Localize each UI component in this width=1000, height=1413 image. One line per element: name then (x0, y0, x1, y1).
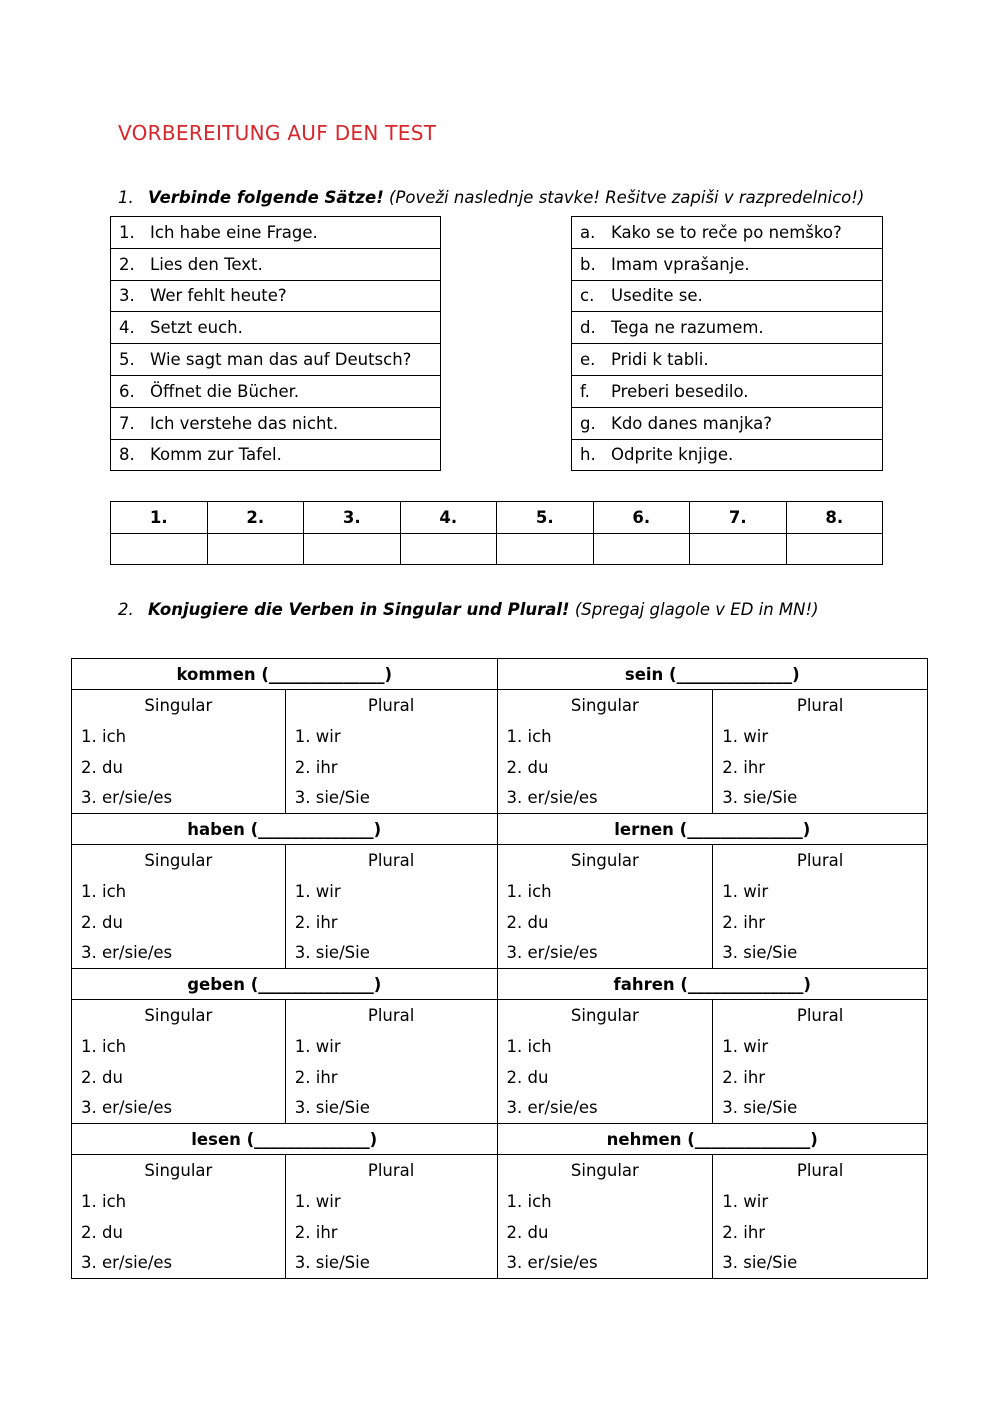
answer-header: 6. (593, 502, 690, 534)
german-sentence-label: 5. (119, 350, 135, 370)
singular-pronoun-cell[interactable]: 2. du (72, 907, 286, 938)
singular-pronoun-cell[interactable]: 3. er/sie/es (497, 1248, 713, 1279)
slovene-sentence-row (572, 439, 883, 471)
task1-number: 1. (118, 188, 134, 207)
plural-pronoun-cell[interactable]: 1. wir (285, 1031, 497, 1062)
plural-pronoun-cell[interactable]: 2. ihr (285, 907, 497, 938)
verb-header-row (72, 1124, 928, 1155)
answer-input-cell[interactable] (400, 533, 497, 565)
german-sentence-cell (111, 344, 441, 376)
german-sentence-row (111, 280, 441, 312)
slovene-sentence-row (572, 375, 883, 407)
verb-title: haben (______________) (72, 814, 498, 845)
answer-header: 8. (786, 502, 883, 534)
singular-pronoun-cell[interactable]: 3. er/sie/es (497, 938, 713, 969)
task1-hint: (Poveži naslednje stavke! Rešitve zapiši v razpredelnico!) (389, 188, 865, 207)
verb-title: lesen (______________) (72, 1124, 498, 1155)
verb-title: kommen (______________) (72, 659, 498, 690)
answer-input-cell[interactable] (207, 533, 304, 565)
number-label-row (72, 1000, 928, 1031)
german-sentence-cell (111, 217, 441, 249)
plural-pronoun-cell[interactable]: 1. wir (713, 1186, 928, 1217)
pronoun-row (72, 1248, 928, 1279)
german-sentence-label: 4. (119, 318, 135, 338)
number-label-row (72, 690, 928, 721)
plural-pronoun-cell[interactable]: 2. ihr (713, 752, 928, 783)
singular-pronoun-cell[interactable]: 3. er/sie/es (72, 1093, 286, 1124)
singular-pronoun-cell[interactable]: 3. er/sie/es (72, 938, 286, 969)
german-sentence-cell (111, 280, 441, 312)
plural-pronoun-cell[interactable]: 2. ihr (285, 1062, 497, 1093)
slovene-sentence-cell (572, 407, 883, 439)
slovene-sentence-label: c. (580, 286, 595, 306)
slovene-sentence-cell (572, 312, 883, 344)
verb-header-row (72, 659, 928, 690)
singular-pronoun-cell[interactable]: 3. er/sie/es (72, 1248, 286, 1279)
slovene-sentence-row (572, 407, 883, 439)
slovene-sentence-label: f. (580, 381, 590, 401)
plural-pronoun-cell[interactable]: 3. sie/Sie (285, 1248, 497, 1279)
slovene-sentence-label: g. (580, 413, 596, 433)
singular-label: Singular (497, 845, 713, 876)
german-sentence-label: 6. (119, 381, 135, 401)
number-label-row (72, 845, 928, 876)
answer-header: 4. (400, 502, 497, 534)
german-sentence-row (111, 312, 441, 344)
plural-pronoun-cell[interactable]: 1. wir (713, 1031, 928, 1062)
singular-pronoun-cell[interactable]: 2. du (497, 1217, 713, 1248)
pronoun-row (72, 1186, 928, 1217)
singular-pronoun-cell[interactable]: 2. du (72, 752, 286, 783)
verb-header-row (72, 969, 928, 1000)
plural-pronoun-cell[interactable]: 1. wir (713, 876, 928, 907)
german-sentence-row (111, 375, 441, 407)
german-sentence-text: Wer fehlt heute? (150, 286, 287, 306)
number-label-row (72, 1155, 928, 1186)
slovene-sentence-label: e. (580, 350, 596, 370)
pronoun-row (72, 752, 928, 783)
task2-number: 2. (118, 600, 134, 619)
singular-label: Singular (72, 845, 286, 876)
singular-pronoun-cell[interactable]: 2. du (497, 752, 713, 783)
german-sentence-label: 8. (119, 445, 135, 465)
singular-pronoun-cell[interactable]: 1. ich (497, 1186, 713, 1217)
plural-label: Plural (285, 1155, 497, 1186)
slovene-sentences-table (571, 216, 883, 471)
plural-label: Plural (713, 690, 928, 721)
answer-input-cell[interactable] (111, 533, 208, 565)
plural-pronoun-cell[interactable]: 1. wir (285, 721, 497, 752)
german-sentence-cell (111, 312, 441, 344)
plural-pronoun-cell[interactable]: 2. ihr (713, 907, 928, 938)
plural-pronoun-cell[interactable]: 3. sie/Sie (713, 1093, 928, 1124)
singular-label: Singular (72, 1155, 286, 1186)
plural-pronoun-cell[interactable]: 2. ihr (285, 1217, 497, 1248)
slovene-sentence-row (572, 248, 883, 280)
pronoun-row (72, 938, 928, 969)
task1-instruction: Verbinde folgende Sätze! (148, 188, 384, 207)
plural-pronoun-cell[interactable]: 2. ihr (713, 1062, 928, 1093)
slovene-sentence-label: a. (580, 222, 596, 242)
german-sentence-row (111, 248, 441, 280)
answer-header: 5. (497, 502, 594, 534)
plural-pronoun-cell[interactable]: 2. ihr (713, 1217, 928, 1248)
answer-input-cell[interactable] (497, 533, 594, 565)
verb-title: fahren (______________) (497, 969, 928, 1000)
german-sentence-label: 3. (119, 286, 135, 306)
german-sentence-row (111, 217, 441, 249)
slovene-sentence-text: Imam vprašanje. (611, 254, 750, 274)
answer-header: 1. (111, 502, 208, 534)
slovene-sentence-cell (572, 344, 883, 376)
conjugation-table (71, 658, 928, 1279)
german-sentence-text: Wie sagt man das auf Deutsch? (150, 350, 412, 370)
plural-label: Plural (285, 690, 497, 721)
plural-pronoun-cell[interactable]: 1. wir (285, 876, 497, 907)
plural-pronoun-cell[interactable]: 3. sie/Sie (285, 938, 497, 969)
pronoun-row (72, 1217, 928, 1248)
slovene-sentence-cell (572, 439, 883, 471)
singular-pronoun-cell[interactable]: 1. ich (72, 1186, 286, 1217)
plural-label: Plural (713, 845, 928, 876)
answer-input-cell[interactable] (690, 533, 787, 565)
answer-grid (110, 501, 883, 565)
german-sentence-cell (111, 439, 441, 471)
german-sentence-text: Öffnet die Bücher. (150, 381, 300, 401)
german-sentence-cell (111, 248, 441, 280)
german-sentence-label: 7. (119, 413, 135, 433)
pronoun-row (72, 1031, 928, 1062)
singular-pronoun-cell[interactable]: 1. ich (72, 721, 286, 752)
slovene-sentence-text: Pridi k tabli. (611, 350, 709, 370)
plural-pronoun-cell[interactable]: 1. wir (285, 1186, 497, 1217)
answer-input-cell[interactable] (304, 533, 401, 565)
singular-pronoun-cell[interactable]: 2. du (72, 1062, 286, 1093)
plural-pronoun-cell[interactable]: 3. sie/Sie (285, 1093, 497, 1124)
singular-pronoun-cell[interactable]: 2. du (497, 1062, 713, 1093)
answer-input-cell[interactable] (786, 533, 883, 565)
answer-input-cell[interactable] (593, 533, 690, 565)
singular-pronoun-cell[interactable]: 3. er/sie/es (72, 783, 286, 814)
plural-pronoun-cell[interactable]: 3. sie/Sie (713, 783, 928, 814)
german-sentence-text: Komm zur Tafel. (150, 445, 282, 465)
slovene-sentence-cell (572, 280, 883, 312)
verb-title: geben (______________) (72, 969, 498, 1000)
german-sentence-cell (111, 407, 441, 439)
singular-pronoun-cell[interactable]: 3. er/sie/es (497, 1093, 713, 1124)
german-sentence-row (111, 439, 441, 471)
german-sentence-row (111, 344, 441, 376)
answer-header: 7. (690, 502, 787, 534)
slovene-sentence-row (572, 312, 883, 344)
verb-title: nehmen (______________) (497, 1124, 928, 1155)
slovene-sentence-label: b. (580, 254, 596, 274)
plural-label: Plural (285, 845, 497, 876)
singular-pronoun-cell[interactable]: 1. ich (497, 876, 713, 907)
slovene-sentence-row (572, 344, 883, 376)
singular-label: Singular (497, 690, 713, 721)
german-sentence-text: Lies den Text. (150, 254, 263, 274)
task2-heading (118, 600, 819, 619)
singular-label: Singular (72, 1000, 286, 1031)
singular-pronoun-cell[interactable]: 2. du (72, 1217, 286, 1248)
slovene-sentence-label: d. (580, 318, 596, 338)
german-sentence-text: Ich verstehe das nicht. (150, 413, 339, 433)
german-sentence-label: 1. (119, 222, 135, 242)
singular-pronoun-cell[interactable]: 1. ich (497, 721, 713, 752)
pronoun-row (72, 1062, 928, 1093)
german-sentences-table (110, 216, 441, 471)
slovene-sentence-text: Usedite se. (611, 286, 703, 306)
pronoun-row (72, 907, 928, 938)
singular-label: Singular (497, 1155, 713, 1186)
singular-pronoun-cell[interactable]: 2. du (497, 907, 713, 938)
task1-heading (118, 188, 864, 207)
slovene-sentence-text: Kdo danes manjka? (611, 413, 773, 433)
plural-pronoun-cell[interactable]: 3. sie/Sie (713, 938, 928, 969)
slovene-sentence-row (572, 217, 883, 249)
slovene-sentence-text: Tega ne razumem. (611, 318, 764, 338)
singular-pronoun-cell[interactable]: 3. er/sie/es (497, 783, 713, 814)
plural-pronoun-cell[interactable]: 3. sie/Sie (713, 1248, 928, 1279)
task2-hint: (Spregaj glagole v ED in MN!) (574, 600, 819, 619)
plural-pronoun-cell[interactable]: 1. wir (713, 721, 928, 752)
singular-label: Singular (497, 1000, 713, 1031)
verb-header-row (72, 814, 928, 845)
german-sentence-text: Ich habe eine Frage. (150, 222, 318, 242)
plural-pronoun-cell[interactable]: 3. sie/Sie (285, 783, 497, 814)
pronoun-row (72, 1093, 928, 1124)
singular-label: Singular (72, 690, 286, 721)
german-sentence-row (111, 407, 441, 439)
slovene-sentence-text: Kako se to reče po nemško? (611, 222, 842, 242)
page-title: VORBEREITUNG AUF DEN TEST (118, 121, 437, 145)
answer-header: 2. (207, 502, 304, 534)
german-sentence-label: 2. (119, 254, 135, 274)
plural-label: Plural (713, 1000, 928, 1031)
german-sentence-text: Setzt euch. (150, 318, 243, 338)
pronoun-row (72, 721, 928, 752)
slovene-sentence-label: h. (580, 445, 596, 465)
verb-title: sein (______________) (497, 659, 928, 690)
answer-header: 3. (304, 502, 401, 534)
slovene-sentence-text: Preberi besedilo. (611, 381, 749, 401)
plural-label: Plural (285, 1000, 497, 1031)
verb-title: lernen (______________) (497, 814, 928, 845)
plural-pronoun-cell[interactable]: 2. ihr (285, 752, 497, 783)
pronoun-row (72, 783, 928, 814)
task2-instruction: Konjugiere die Verben in Singular und Plural! (148, 600, 570, 619)
pronoun-row (72, 876, 928, 907)
plural-label: Plural (713, 1155, 928, 1186)
singular-pronoun-cell[interactable]: 1. ich (497, 1031, 713, 1062)
singular-pronoun-cell[interactable]: 1. ich (72, 1031, 286, 1062)
slovene-sentence-cell (572, 375, 883, 407)
slovene-sentence-cell (572, 217, 883, 249)
slovene-sentence-text: Odprite knjige. (611, 445, 734, 465)
german-sentence-cell (111, 375, 441, 407)
slovene-sentence-cell (572, 248, 883, 280)
slovene-sentence-row (572, 280, 883, 312)
singular-pronoun-cell[interactable]: 1. ich (72, 876, 286, 907)
